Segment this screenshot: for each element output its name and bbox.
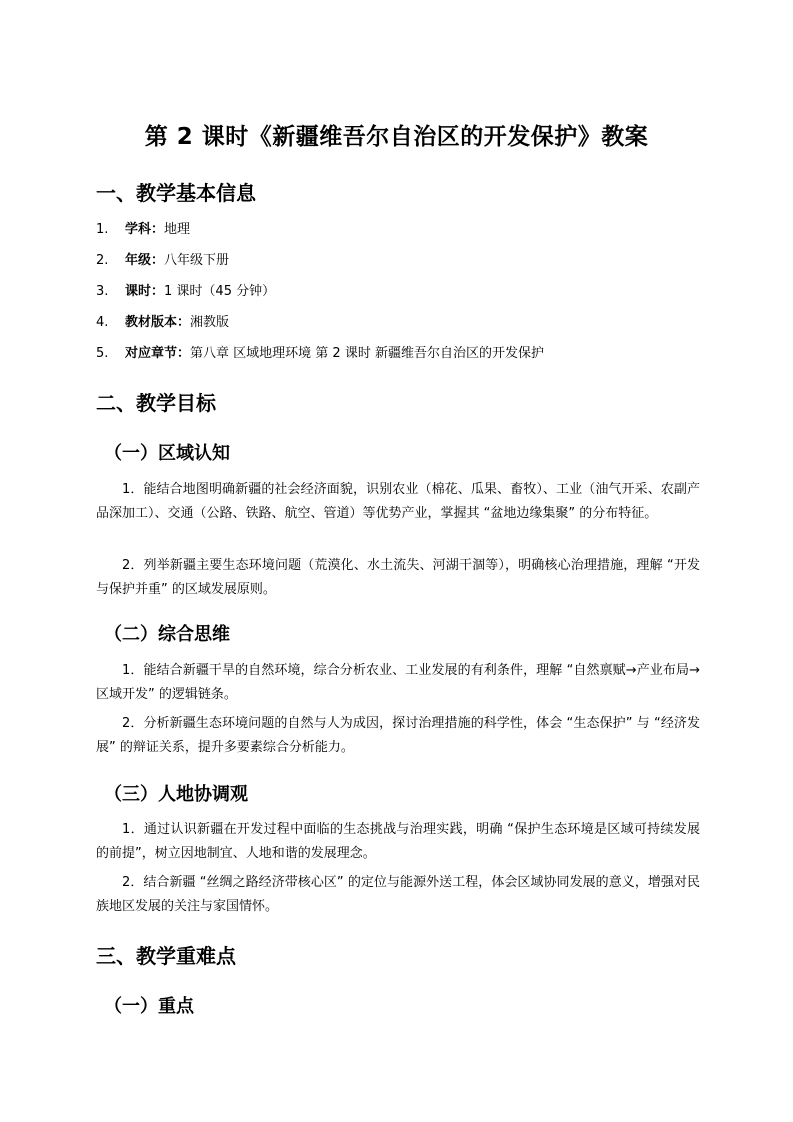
info-key: 教材版本：	[125, 315, 191, 330]
info-item-subject	[96, 219, 190, 241]
info-value: 第八章 区域地理环境 第 2 课时 新疆维吾尔自治区的开发保护	[190, 346, 544, 361]
subsection-heading-regional-cognition: （一）区域认知	[104, 443, 230, 464]
paragraph: 1．能结合新疆干旱的自然环境，综合分析农业、工业发展的有利条件，理解 “自然禀赋→产业布局→区域开发” 的逻辑链条。	[96, 663, 700, 702]
info-key: 课时：	[125, 284, 165, 299]
subsection-heading-key-points: （一）重点	[104, 996, 194, 1017]
paragraph: 2．分析新疆生态环境问题的自然与人为成因，探讨治理措施的科学性，体会 “生态保护” 与 “经济发展” 的辩证关系，提升多要素综合分析能力。	[96, 716, 700, 755]
paragraph: 1．能结合地图明确新疆的社会经济面貌，识别农业（棉花、瓜果、畜牧）、工业（油气开采、农副产品深加工）、交通（公路、铁路、航空、管道）等优势产业，掌握其 “盆地边缘集聚” 的分布特征。	[96, 482, 700, 521]
info-value: 湘教版	[190, 315, 230, 330]
list-number: 1.	[96, 222, 109, 237]
info-item-grade	[96, 250, 229, 272]
paragraph: 2．列举新疆主要生态环境问题（荒漠化、水土流失、河湖干涸等），明确核心治理措施，理解 “开发与保护并重” 的区域发展原则。	[96, 558, 700, 597]
document-title: 第 2 课时《新疆维吾尔自治区的开发保护》教案	[144, 124, 649, 150]
subsection-heading-integrated-thinking: （二）综合思维	[104, 624, 230, 645]
info-item-textbook	[96, 312, 229, 334]
info-item-period	[96, 281, 275, 303]
info-value: 1 课时（45 分钟）	[164, 284, 276, 299]
list-number: 2.	[96, 253, 109, 268]
info-item-chapter	[96, 343, 544, 365]
list-number: 3.	[96, 284, 109, 299]
list-number: 4.	[96, 315, 109, 330]
paragraph: 2．结合新疆 “丝绸之路经济带核心区” 的定位与能源外送工程，体会区域协同发展的意义，增强对民族地区发展的关注与家国情怀。	[96, 875, 700, 914]
info-value: 八年级下册	[164, 253, 230, 268]
info-value: 地理	[164, 222, 191, 237]
info-key: 年级：	[125, 253, 165, 268]
paragraph: 1．通过认识新疆在开发过程中面临的生态挑战与治理实践，明确 “保护生态环境是区域可持续发展的前提”，树立因地制宜、人地和谐的发展理念。	[96, 822, 700, 861]
list-number: 5.	[96, 346, 109, 361]
section-heading-objectives: 二、教学目标	[96, 391, 216, 415]
section-heading-basic-info: 一、教学基本信息	[96, 181, 256, 205]
section-heading-key-difficult-points: 三、教学重难点	[96, 944, 236, 968]
subsection-heading-human-earth: （三）人地协调观	[104, 784, 248, 805]
info-key: 学科：	[125, 222, 165, 237]
info-key: 对应章节：	[125, 346, 191, 361]
